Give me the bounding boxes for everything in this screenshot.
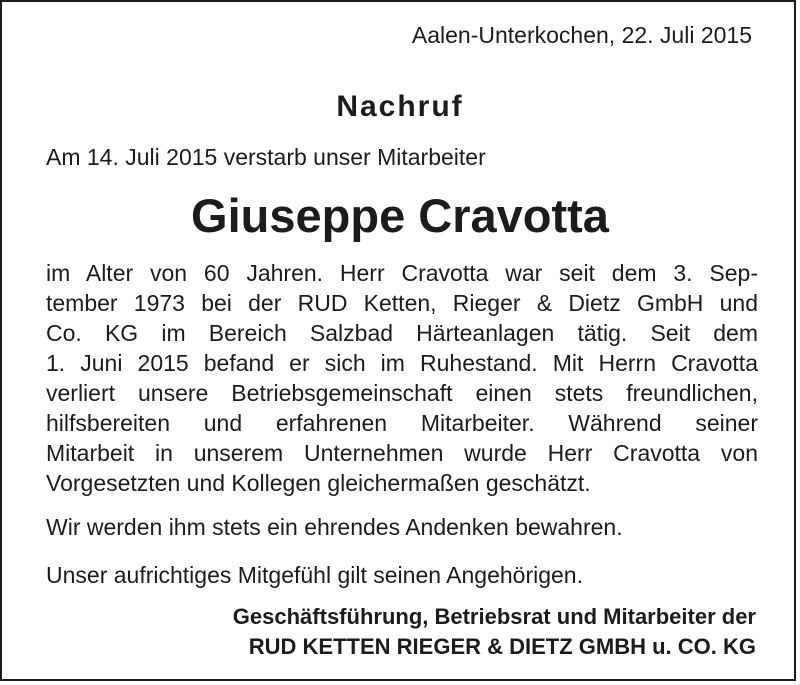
body-line: im Alter von 60 Jahren. Herr Cravotta war seit dem 3. Sep- xyxy=(46,260,758,286)
body-line: tember 1973 bei der RUD Ketten, Rieger & Dietz GmbH und xyxy=(46,290,758,316)
signature-line-2: RUD KETTEN RIEGER & DIETZ GMBH u. CO. KG xyxy=(248,634,756,659)
body-line: Vorgesetzten und Kollegen gleichermaßen geschätzt. xyxy=(46,470,591,496)
closing-line: Wir werden ihm stets ein ehrendes Andenken bewahren. xyxy=(46,514,623,540)
deceased-name: Giuseppe Cravotta xyxy=(191,189,609,242)
body-line: verliert unsere Betriebsgemeinschaft einen stets freundlichen, xyxy=(46,380,758,406)
body-line: hilfsbereiten und erfahrenen Mitarbeiter. Während seiner xyxy=(46,410,758,436)
body-line: Co. KG im Bereich Salzbad Härteanlagen tätig. Seit dem xyxy=(46,320,758,346)
intro-text: Am 14. Juli 2015 verstarb unser Mitarbeiter xyxy=(46,144,486,170)
place-date: Aalen-Unterkochen, 22. Juli 2015 xyxy=(411,22,752,48)
notice-heading: Nachruf xyxy=(336,90,464,123)
signature-line-1: Geschäftsführung, Betriebsrat und Mitarbeiter der xyxy=(232,604,756,629)
body-paragraph xyxy=(46,258,758,498)
sympathy-line: Unser aufrichtiges Mitgefühl gilt seinen Angehörigen. xyxy=(46,562,583,588)
body-line: Mitarbeit in unserem Unternehmen wurde Herr Cravotta von xyxy=(46,440,758,466)
body-line: 1. Juni 2015 befand er sich im Ruhestand. Mit Herrn Cravotta xyxy=(46,350,758,376)
